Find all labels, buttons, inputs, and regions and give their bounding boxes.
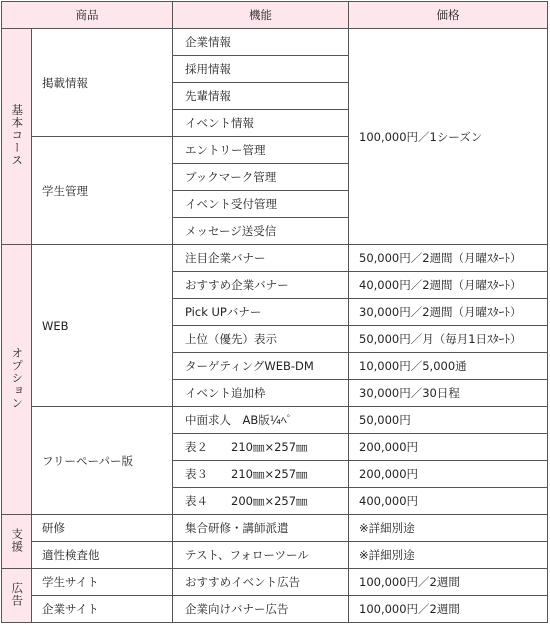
price-cell: 50,000円／月（毎月1日ｽﾀｰﾄ）	[349, 326, 548, 353]
group-web: WEB	[32, 245, 173, 407]
price-cell: 200,000円	[349, 434, 548, 461]
price-cell: 200,000円	[349, 461, 548, 488]
table-row	[2, 569, 548, 596]
feature-cell: Pick UPバナー	[173, 299, 349, 326]
header-product: 商品	[2, 2, 173, 29]
group-student-management: 学生管理	[32, 137, 173, 245]
category-ads: 広告	[2, 569, 32, 623]
feature-cell: ブックマーク管理	[173, 164, 349, 191]
table-row	[2, 542, 548, 569]
feature-cell: 表２ 210㎜×257㎜	[173, 434, 349, 461]
feature-cell: イベント情報	[173, 110, 349, 137]
price-cell: ※詳細別途	[349, 515, 548, 542]
feature-cell: メッセージ送受信	[173, 218, 349, 245]
group-cell: 研修	[32, 515, 173, 542]
feature-cell: 中面求人 AB版¼ﾍﾟ	[173, 407, 349, 434]
feature-cell: 表３ 210㎜×257㎜	[173, 461, 349, 488]
header-row	[2, 2, 548, 29]
category-option: オプション	[2, 245, 32, 515]
price-cell: 40,000円／2週間（月曜ｽﾀｰﾄ）	[349, 272, 548, 299]
group-cell: 適性検査他	[32, 542, 173, 569]
feature-cell: 先輩情報	[173, 83, 349, 110]
feature-cell: 集合研修・講師派遣	[173, 515, 349, 542]
feature-cell: エントリー管理	[173, 137, 349, 164]
table-row	[2, 407, 548, 434]
feature-cell: 採用情報	[173, 56, 349, 83]
price-cell: 100,000円／2週間	[349, 596, 548, 623]
feature-cell: おすすめイベント広告	[173, 569, 349, 596]
price-cell: 30,000円／30日程	[349, 380, 548, 407]
feature-cell: イベント追加枠	[173, 380, 349, 407]
price-cell: 50,000円／2週間（月曜ｽﾀｰﾄ）	[349, 245, 548, 272]
feature-cell: 企業情報	[173, 29, 349, 56]
table-row	[2, 29, 548, 56]
feature-cell: 注目企業バナー	[173, 245, 349, 272]
table-row	[2, 596, 548, 623]
price-cell: 10,000円／5,000通	[349, 353, 548, 380]
feature-cell: イベント受付管理	[173, 191, 349, 218]
table-row	[2, 515, 548, 542]
feature-cell: おすすめ企業バナー	[173, 272, 349, 299]
group-free-paper: フリーペーパー版	[32, 407, 173, 515]
feature-cell: ターゲティングWEB-DM	[173, 353, 349, 380]
price-cell: 400,000円	[349, 488, 548, 515]
pricing-table	[1, 1, 548, 623]
price-cell: 30,000円／2週間（月曜ｽﾀｰﾄ）	[349, 299, 548, 326]
feature-cell: 上位（優先）表示	[173, 326, 349, 353]
feature-cell: 企業向けバナー広告	[173, 596, 349, 623]
header-feature: 機能	[173, 2, 349, 29]
price-cell: 100,000円／2週間	[349, 569, 548, 596]
feature-cell: テスト、フォローツール	[173, 542, 349, 569]
table-row	[2, 245, 548, 272]
price-cell: 50,000円	[349, 407, 548, 434]
group-listing: 掲載情報	[32, 29, 173, 137]
group-cell: 企業サイト	[32, 596, 173, 623]
feature-cell: 表４ 200㎜×257㎜	[173, 488, 349, 515]
basic-price: 100,000円／1シーズン	[349, 29, 548, 245]
category-basic: 基本コース	[2, 29, 32, 245]
price-cell: ※詳細別途	[349, 542, 548, 569]
header-price: 価格	[349, 2, 548, 29]
group-cell: 学生サイト	[32, 569, 173, 596]
category-support: 支援	[2, 515, 32, 569]
